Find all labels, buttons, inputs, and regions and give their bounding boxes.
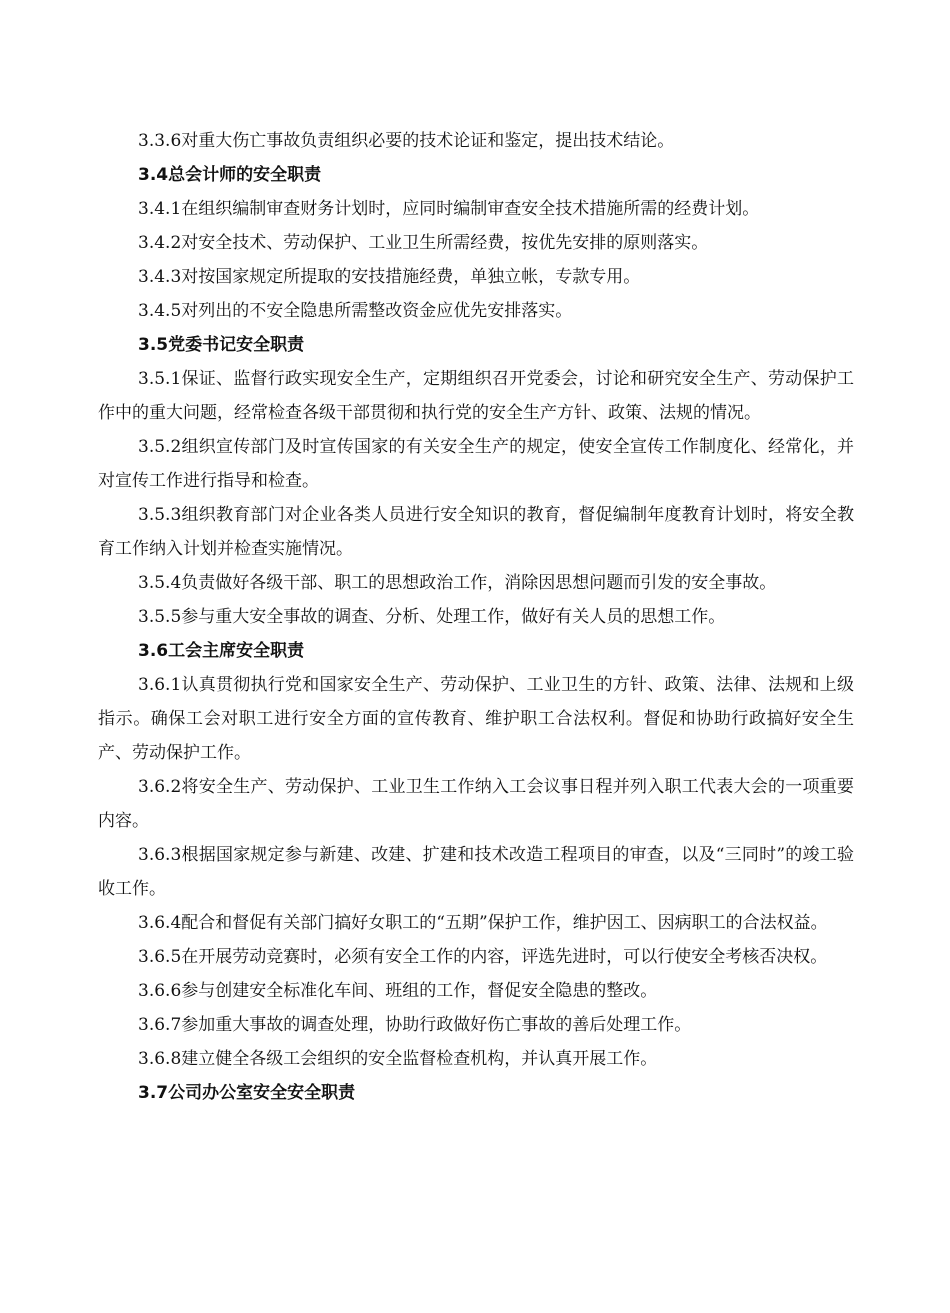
- paragraph-3-6-2: 3.6.2将安全生产、劳动保护、工业卫生工作纳入工会议事日程并列入职工代表大会的一项重要内容。: [98, 777, 854, 831]
- paragraph-3-4-3: 3.4.3对按国家规定所提取的安技措施经费，单独立帐，专款专用。: [138, 267, 641, 287]
- paragraph-3-4-2: 3.4.2对安全技术、劳动保护、工业卫生所需经费，按优先安排的原则落实。: [138, 233, 709, 253]
- paragraph-3-6-1: 3.6.1认真贯彻执行党和国家安全生产、劳动保护、工业卫生的方针、政策、法律、法规和上级指示。确保工会对职工进行安全方面的宣传教育、维护职工合法权利。督促和协助行政搞好安全生产、劳动保护工作。: [98, 675, 854, 763]
- paragraph-3-6-3: 3.6.3根据国家规定参与新建、改建、扩建和技术改造工程项目的审查，以及“三同时”的竣工验收工作。: [98, 845, 854, 899]
- paragraph-3-5-5: 3.5.5参与重大安全事故的调查、分析、处理工作，做好有关人员的思想工作。: [138, 607, 726, 627]
- paragraph-3-5-3: 3.5.3组织教育部门对企业各类人员进行安全知识的教育，督促编制年度教育计划时，将安全教育工作纳入计划并检查实施情况。: [98, 505, 854, 559]
- paragraph-3-5-2: 3.5.2组织宣传部门及时宣传国家的有关安全生产的规定，使安全宣传工作制度化、经常化，并对宣传工作进行指导和检查。: [98, 437, 854, 491]
- section-heading-3-6: 3.6工会主席安全职责: [138, 641, 305, 661]
- paragraph-3-4-5: 3.4.5对列出的不安全隐患所需整改资金应优先安排落实。: [138, 301, 573, 321]
- paragraph-3-6-7: 3.6.7参加重大事故的调查处理，协助行政做好伤亡事故的善后处理工作。: [138, 1015, 692, 1035]
- paragraph-3-3-6: 3.3.6对重大伤亡事故负责组织必要的技术论证和鉴定，提出技术结论。: [138, 131, 675, 151]
- section-heading-3-5: 3.5党委书记安全职责: [138, 335, 305, 355]
- paragraph-3-5-1: 3.5.1保证、监督行政实现安全生产，定期组织召开党委会，讨论和研究安全生产、劳动保护工作中的重大问题，经常检查各级干部贯彻和执行党的安全生产方针、政策、法规的情况。: [98, 369, 854, 423]
- section-heading-3-7: 3.7公司办公室安全安全职责: [138, 1083, 356, 1103]
- paragraph-3-5-4: 3.5.4负责做好各级干部、职工的思想政治工作，消除因思想问题而引发的安全事故。: [138, 573, 777, 593]
- paragraph-3-6-4: 3.6.4配合和督促有关部门搞好女职工的“五期”保护工作，维护因工、因病职工的合法权益。: [138, 913, 828, 933]
- document-body: [98, 124, 854, 1110]
- paragraph-3-6-5: 3.6.5在开展劳动竞赛时，必须有安全工作的内容，评选先进时，可以行使安全考核否决权。: [138, 947, 828, 967]
- paragraph-3-6-8: 3.6.8建立健全各级工会组织的安全监督检查机构，并认真开展工作。: [138, 1049, 658, 1069]
- paragraph-3-6-6: 3.6.6参与创建安全标准化车间、班组的工作，督促安全隐患的整改。: [138, 981, 658, 1001]
- paragraph-3-4-1: 3.4.1在组织编制审查财务计划时，应同时编制审查安全技术措施所需的经费计划。: [138, 199, 760, 219]
- section-heading-3-4: 3.4总会计师的安全职责: [138, 165, 322, 185]
